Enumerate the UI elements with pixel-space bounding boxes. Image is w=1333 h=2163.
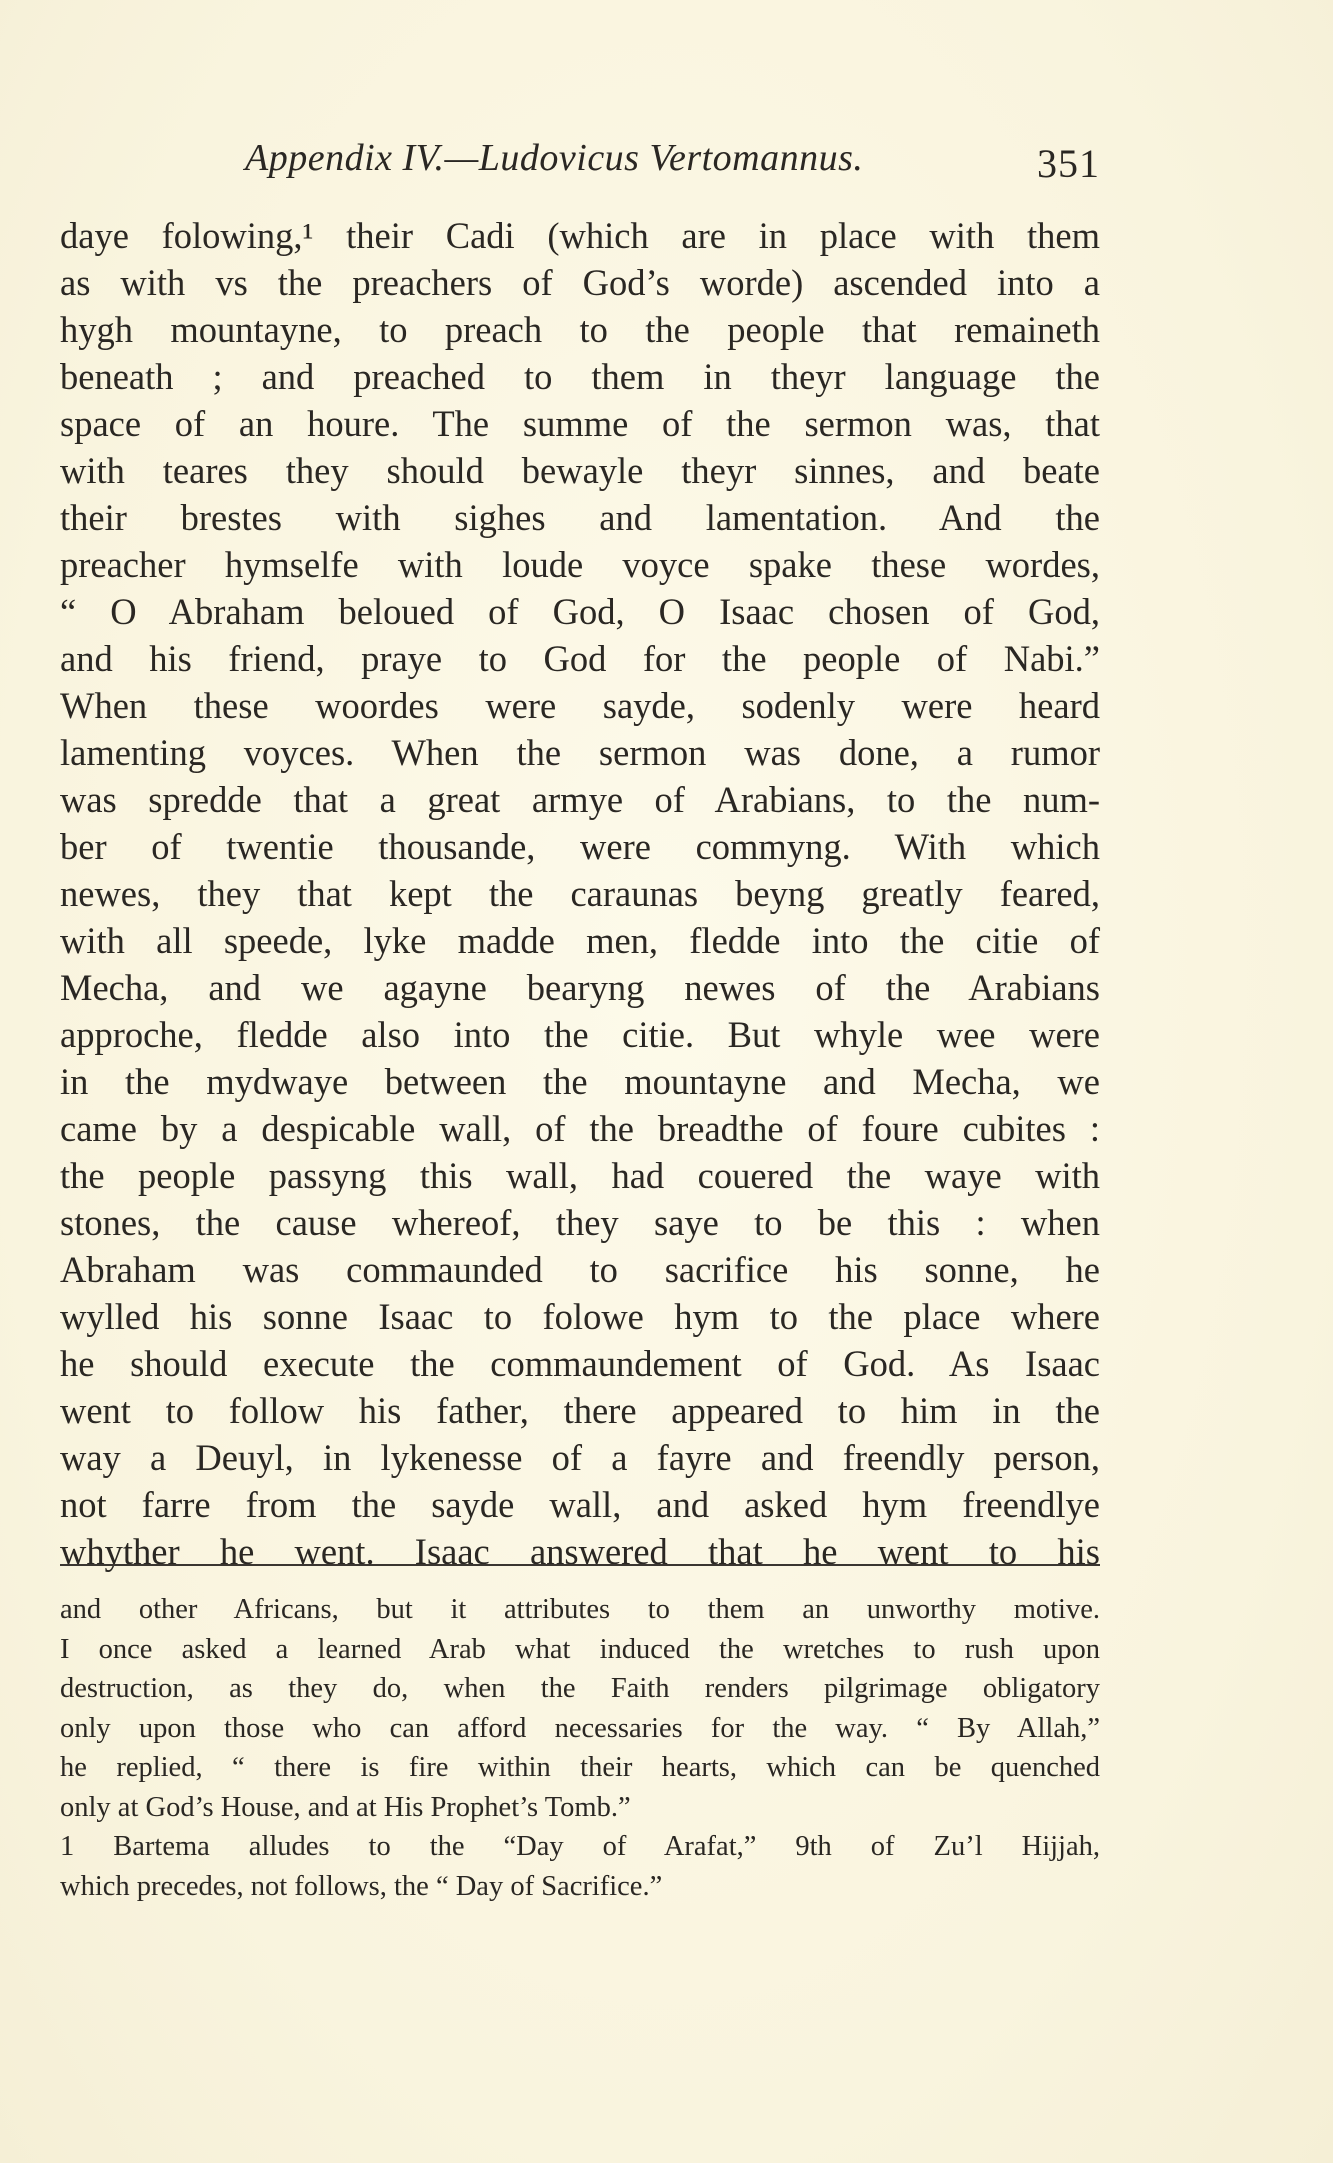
body-line: stones, the cause whereof, they saye to be this : when [60, 1202, 1100, 1243]
footnote-line: he replied, “ there is fire within their hearts, which can be quenched [60, 1752, 1100, 1783]
body-line: hygh mountayne, to preach to the people that remaineth [60, 309, 1100, 350]
body-line: Mecha, and we agayne bearyng newes of the Arabians [60, 967, 1100, 1008]
body-line: preacher hymselfe with loude voyce spake these wordes, [60, 544, 1100, 585]
body-line: their brestes with sighes and lamentation. And the [60, 497, 1100, 538]
body-line: was spredde that a great armye of Arabians, to the num- [60, 779, 1100, 820]
footnote-line: only at God’s House, and at His Prophet’s Tomb.” [60, 1791, 631, 1823]
body-line: Abraham was commaunded to sacrifice his sonne, he [60, 1249, 1100, 1290]
body-line: lamenting voyces. When the sermon was done, a rumor [60, 732, 1100, 773]
body-line: with teares they should bewayle theyr sinnes, and beate [60, 450, 1100, 491]
body-line: he should execute the commaundement of God. As Isaac [60, 1343, 1100, 1384]
body-line: ber of twentie thousande, were commyng. With which [60, 826, 1100, 867]
body-line: with all speede, lyke madde men, fledde into the citie of [60, 920, 1100, 961]
footnote-line: only upon those who can afford necessaries for the way. “ By Allah,” [60, 1712, 1100, 1744]
body-line: wylled his sonne Isaac to folowe hym to the place where [60, 1296, 1100, 1337]
body-line: came by a despicable wall, of the breadthe of foure cubites : [60, 1108, 1100, 1149]
body-line: whyther he went. Isaac answered that he went to his [60, 1531, 1100, 1572]
footnotes [60, 1590, 1100, 1906]
body-line: space of an houre. The summe of the sermon was, that [60, 403, 1100, 444]
body-line: not farre from the sayde wall, and asked hym freendlye [60, 1484, 1100, 1525]
body-line: went to follow his father, there appeared to him in the [60, 1390, 1100, 1431]
body-line: approche, fledde also into the citie. But whyle wee were [60, 1014, 1100, 1055]
body-line: beneath ; and preached to them in theyr language the [60, 356, 1100, 397]
body-text [60, 212, 1100, 1575]
footnote-line: destruction, as they do, when the Faith renders pilgrimage obligatory [60, 1673, 1100, 1704]
footnote-line: 1 Bartema alludes to the “Day of Arafat,” 9th of Zu’l Hijjah, [60, 1831, 1100, 1862]
body-line: as with vs the preachers of God’s worde) ascended into a [60, 262, 1100, 303]
body-line: and his friend, praye to God for the people of Nabi.” [60, 638, 1100, 679]
footnote-rule [60, 1564, 1100, 1566]
page-header [60, 128, 1100, 188]
body-line: the people passyng this wall, had couered the waye with [60, 1155, 1100, 1196]
body-line: daye folowing,¹ their Cadi (which are in place with them [60, 215, 1100, 256]
footnote-line: and other Africans, but it attributes to them an unworthy motive. [60, 1594, 1100, 1625]
body-line: When these woordes were sayde, sodenly were heard [60, 685, 1100, 726]
page-number: 351 [1037, 141, 1100, 186]
running-head: Appendix IV.—Ludovicus Vertomannus. [245, 137, 864, 179]
footnote-line: I once asked a learned Arab what induced the wretches to rush upon [60, 1633, 1100, 1665]
body-line: newes, they that kept the caraunas beyng greatly feared, [60, 873, 1100, 914]
body-line: in the mydwaye between the mountayne and Mecha, we [60, 1061, 1100, 1102]
body-line: “ O Abraham beloued of God, O Isaac chosen of God, [60, 591, 1100, 632]
body-line: way a Deuyl, in lykenesse of a fayre and freendly person, [60, 1437, 1100, 1478]
footnote-line: which precedes, not follows, the “ Day of Sacrifice.” [60, 1870, 663, 1902]
